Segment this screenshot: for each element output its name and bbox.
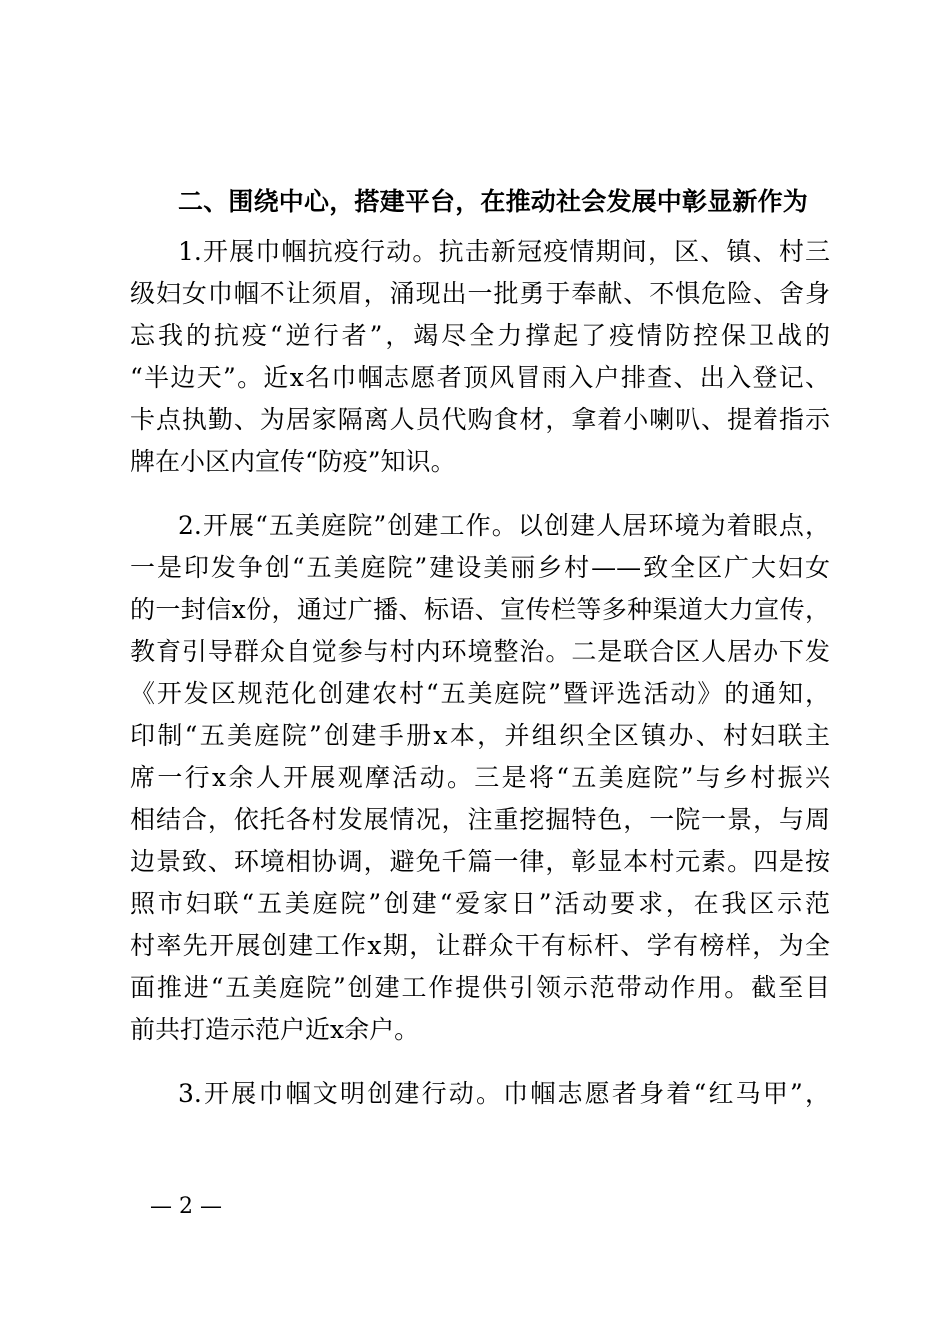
- paragraph-line: 席一行x余人开展观摩活动。三是将“五美庭院”与乡村振兴: [130, 763, 830, 792]
- paragraph-line: 照市妇联“五美庭院”创建“爱家日”活动要求，在我区示范: [130, 889, 830, 918]
- paragraph-line: 面推进“五美庭院”创建工作提供引领示范带动作用。截至目: [130, 973, 830, 1002]
- paragraph-line: 一是印发争创“五美庭院”建设美丽乡村——致全区广大妇女: [130, 553, 830, 582]
- paragraph-line: 忘我的抗疫“逆行者”，竭尽全力撑起了疫情防控保卫战的: [130, 321, 830, 350]
- paragraph-line: 教育引导群众自觉参与村内环境整治。二是联合区人居办下发: [130, 637, 830, 666]
- paragraph-line: 《开发区规范化创建农村“五美庭院”暨评选活动》的通知，: [130, 679, 830, 708]
- paragraph-line: 1.开展巾帼抗疫行动。抗击新冠疫情期间，区、镇、村三: [178, 237, 830, 266]
- paragraph-line: 边景致、环境相协调，避免千篇一律，彰显本村元素。四是按: [130, 847, 830, 876]
- section-heading: 二、围绕中心，搭建平台，在推动社会发展中彰显新作为: [178, 187, 809, 216]
- paragraph-line: 2.开展“五美庭院”创建工作。以创建人居环境为着眼点，: [178, 511, 830, 540]
- paragraph-line: 牌在小区内宣传“防疫”知识。: [130, 447, 456, 476]
- paragraph-line: 卡点执勤、为居家隔离人员代购食材，拿着小喇叭、提着指示: [130, 405, 830, 434]
- paragraph-line: 前共打造示范户近x余户。: [130, 1015, 420, 1044]
- paragraph-line: 的一封信x份，通过广播、标语、宣传栏等多种渠道大力宣传，: [130, 595, 830, 624]
- paragraph-line: 级妇女巾帼不让须眉，涌现出一批勇于奉献、不惧危险、舍身: [130, 279, 830, 308]
- paragraph-line: 相结合，依托各村发展情况，注重挖掘特色，一院一景，与周: [130, 805, 830, 834]
- page-number: — 2 —: [150, 1194, 222, 1219]
- paragraph-line: 3.开展巾帼文明创建行动。巾帼志愿者身着“红马甲”，: [178, 1079, 830, 1108]
- paragraph-line: 村率先开展创建工作x期，让群众干有标杆、学有榜样，为全: [130, 931, 830, 960]
- paragraph-line: 印制“五美庭院”创建手册x本，并组织全区镇办、村妇联主: [130, 721, 830, 750]
- paragraph-line: “半边天”。近x名巾帼志愿者顶风冒雨入户排查、出入登记、: [130, 363, 830, 392]
